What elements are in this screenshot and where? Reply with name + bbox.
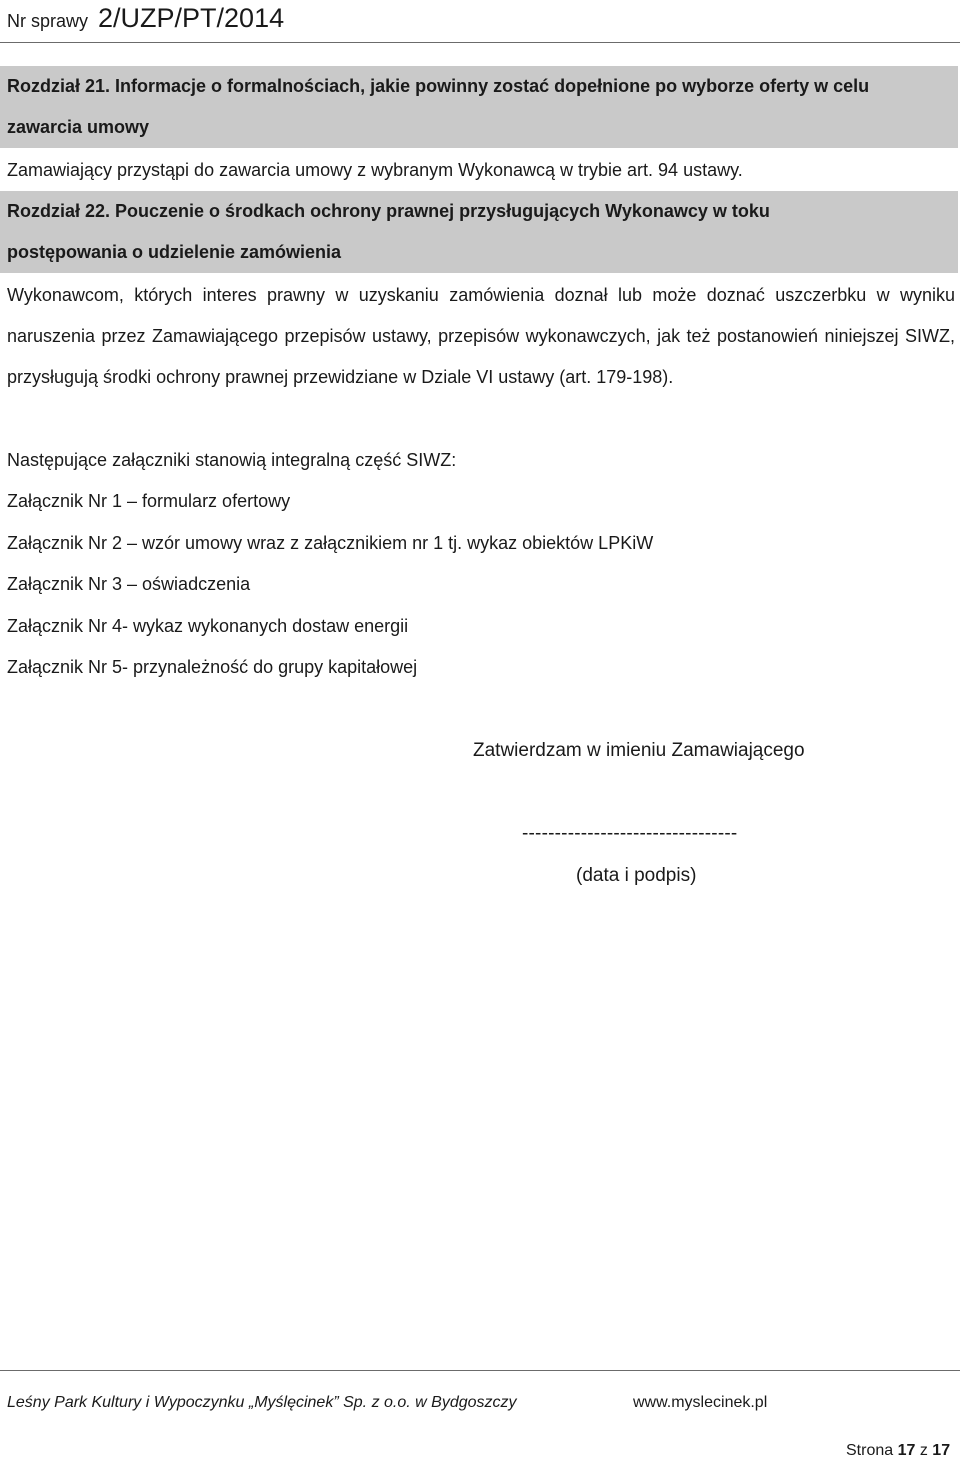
section-21-title-line1: Rozdział 21. Informacje o formalnościach, jakie powinny zostać dopełnione po wyborze oferty w celu xyxy=(7,76,870,96)
footer-organization: Leśny Park Kultury i Wypoczynku „Myślęcinek” Sp. z o.o. w Bydgoszczy xyxy=(7,1394,517,1411)
section-21-body: Zamawiający przystąpi do zawarcia umowy z wybranym Wykonawcą w trybie art. 94 ustawy. xyxy=(7,160,743,180)
attachment-item: Załącznik Nr 1 – formularz ofertowy xyxy=(7,491,291,511)
section-22-title-line2: postępowania o udzielenie zamówienia xyxy=(7,242,342,262)
attachment-item: Załącznik Nr 4- wykaz wykonanych dostaw energii xyxy=(7,616,409,636)
footer-website: www.myslecinek.pl xyxy=(633,1394,768,1411)
page-current: 17 xyxy=(897,1442,916,1459)
page-separator: z xyxy=(919,1442,928,1459)
case-number: 2/UZP/PT/2014 xyxy=(98,3,285,33)
page-number xyxy=(846,1442,950,1460)
case-label: Nr sprawy xyxy=(7,11,89,31)
footer-divider xyxy=(0,1370,960,1371)
section-21-title xyxy=(0,66,958,148)
attachments-intro: Następujące załączniki stanowią integralną część SIWZ: xyxy=(7,450,457,470)
page-prefix: Strona xyxy=(846,1442,894,1459)
page-total: 17 xyxy=(932,1442,951,1459)
attachment-item: Załącznik Nr 3 – oświadczenia xyxy=(7,574,251,594)
attachment-item: Załącznik Nr 5- przynależność do grupy kapitałowej xyxy=(7,657,418,677)
section-21-title-line2: zawarcia umowy xyxy=(7,117,150,137)
header xyxy=(7,0,284,42)
section-22-body: Wykonawcom, których interes prawny w uzyskaniu zamówienia doznał lub może doznać uszczerbku w wyniku naruszenia przez Zamawiającego przepisów ustawy, przepisów wykonawczych, jak też postanowień niniejszej SIWZ, przysługują środki ochrony prawnej przewidziane w Dziale VI ustawy (art. 179-198). xyxy=(7,285,955,387)
header-divider xyxy=(0,42,960,43)
attachment-item: Załącznik Nr 2 – wzór umowy wraz z załącznikiem nr 1 tj. wykaz obiektów LPKiW xyxy=(7,533,654,553)
section-22-title xyxy=(0,191,958,273)
signature-line: --------------------------------- xyxy=(522,823,738,844)
signature-caption: (data i podpis) xyxy=(576,865,697,886)
approval-statement: Zatwierdzam w imieniu Zamawiającego xyxy=(473,740,805,761)
section-22-title-line1: Rozdział 22. Pouczenie o środkach ochrony prawnej przysługujących Wykonawcy w toku xyxy=(7,201,770,221)
